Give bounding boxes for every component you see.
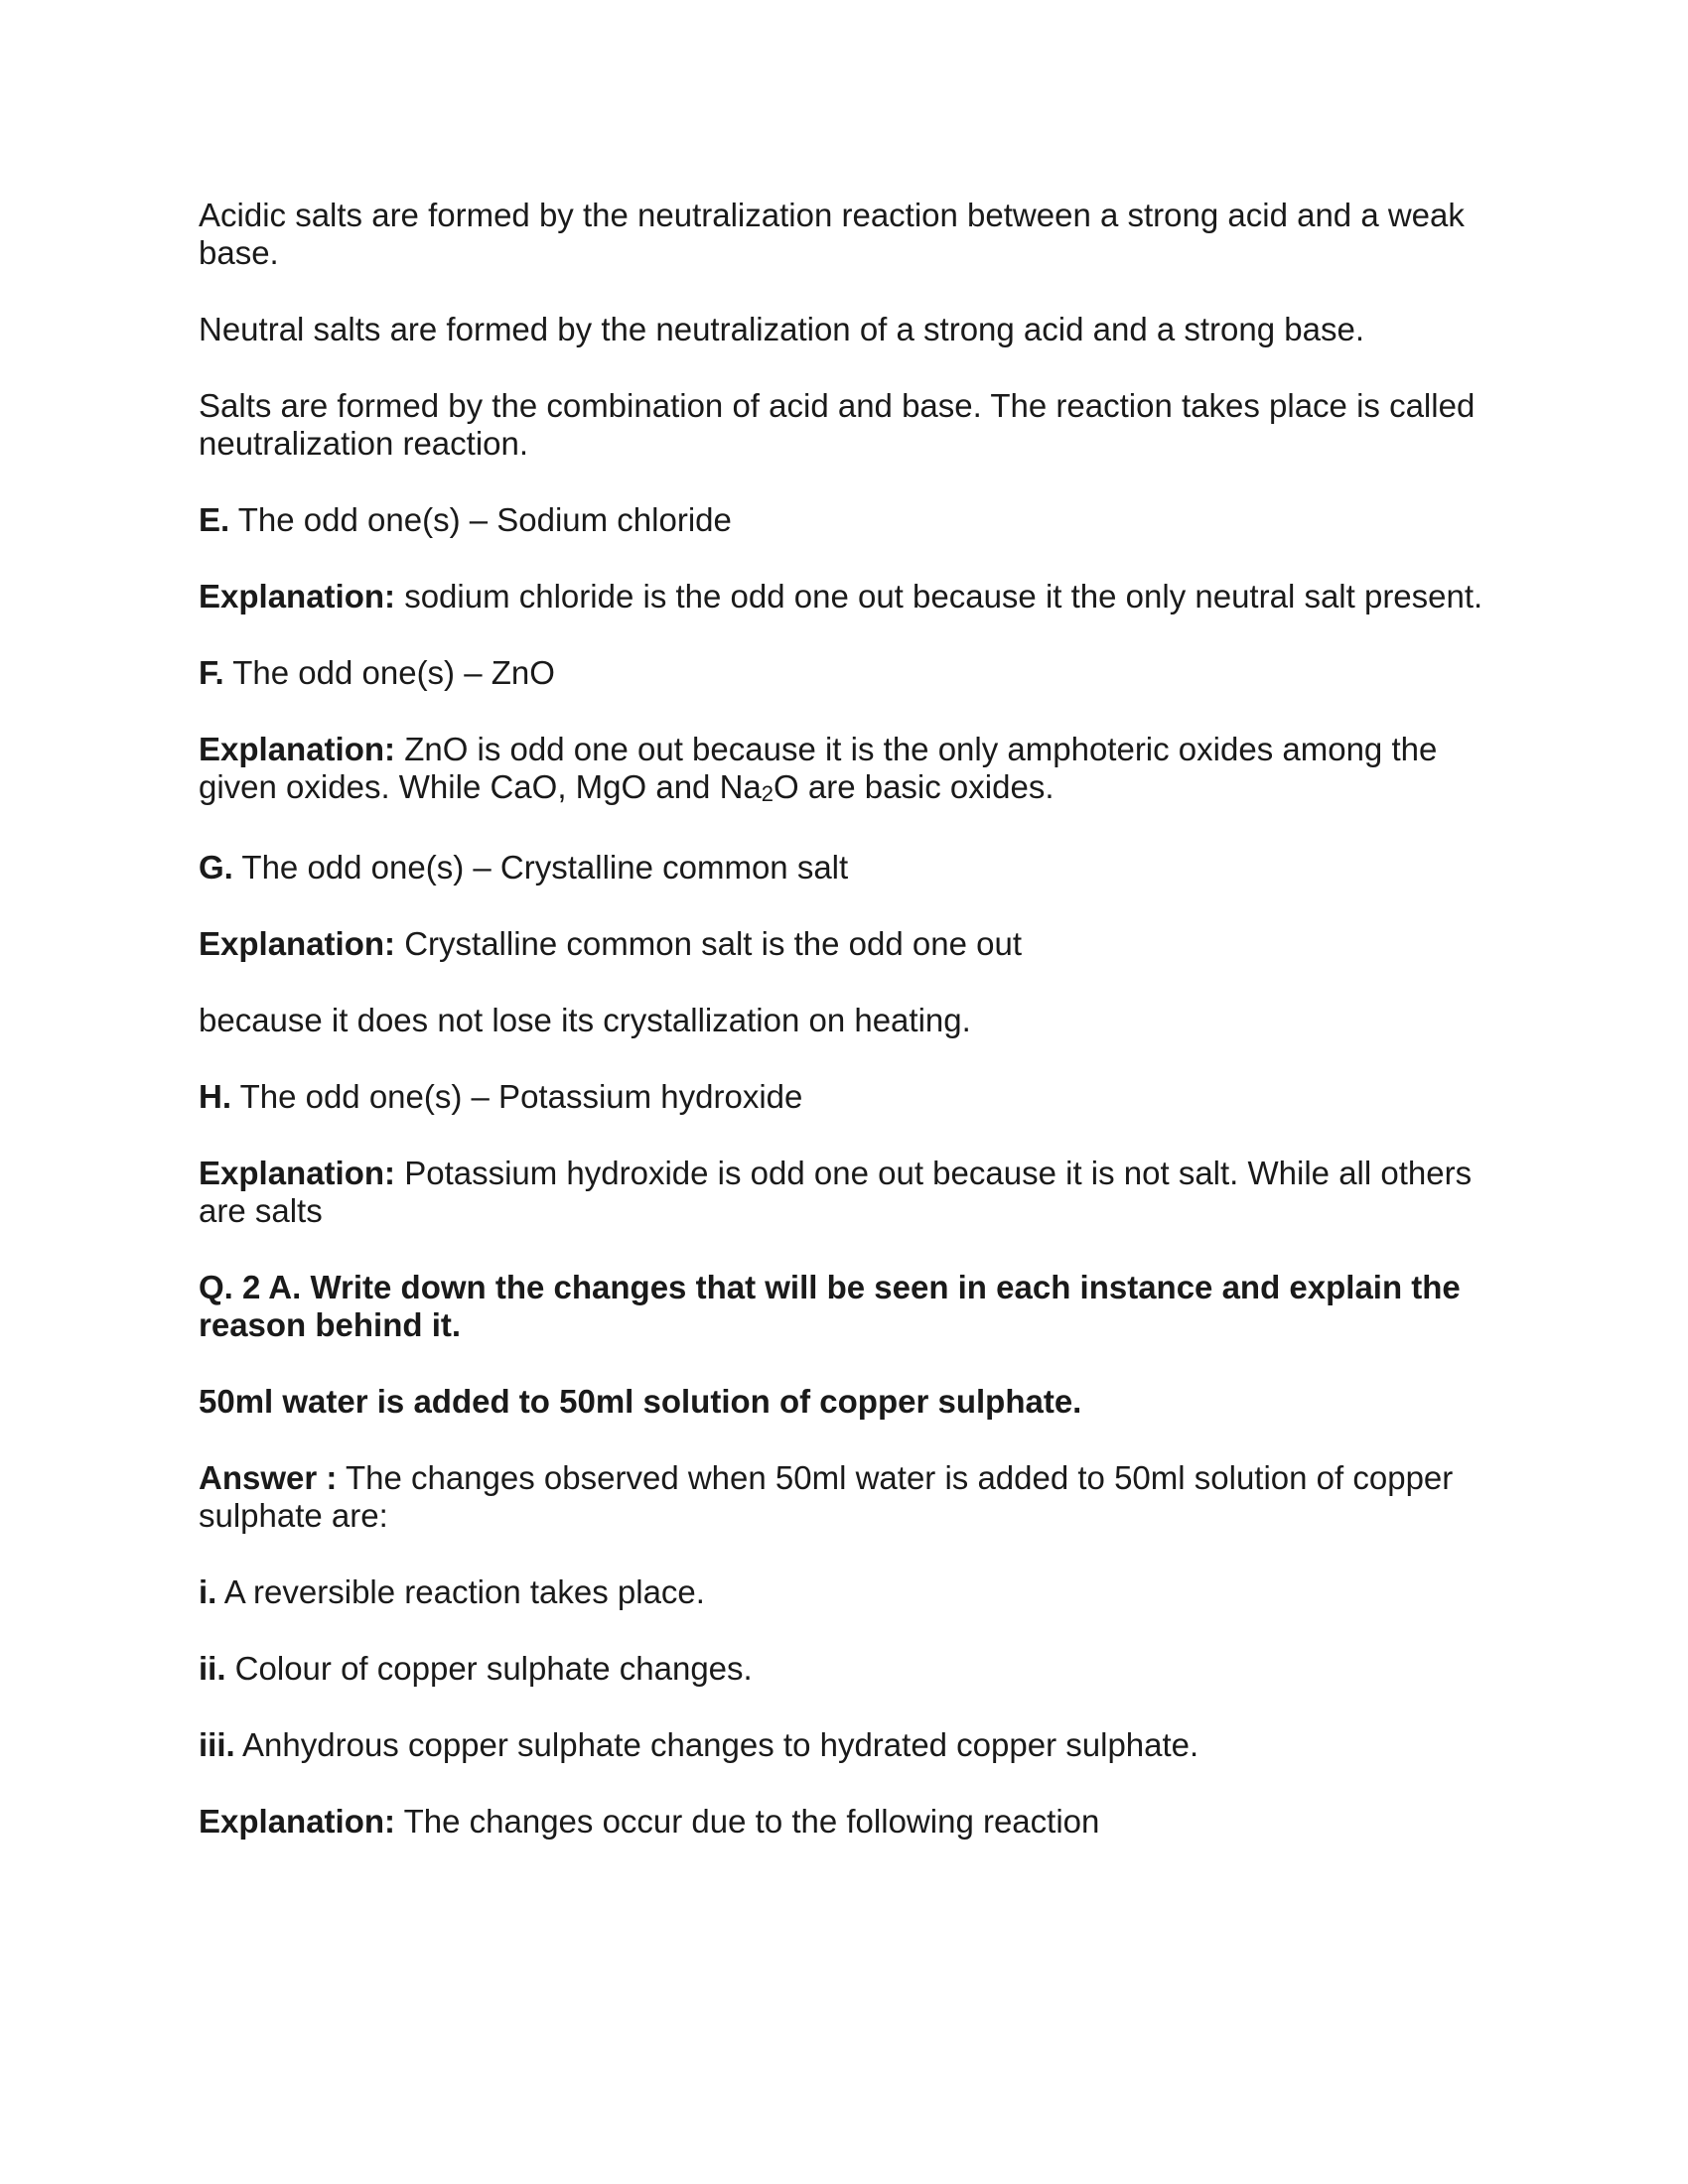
item-e-explanation-text: sodium chloride is the odd one out because it the only neutral salt present.: [395, 578, 1483, 614]
item-h-label: H.: [199, 1078, 231, 1115]
paragraph-salts-formation: Salts are formed by the combination of acid and base. The reaction takes place is called neutralization reaction.: [199, 387, 1476, 462]
explanation-label: Explanation:: [199, 1803, 396, 1840]
item-f: [199, 654, 1499, 692]
item-g: [199, 849, 1499, 887]
answer-explanation-text: The changes occur due to the following reaction: [395, 1803, 1100, 1840]
item-h-text: The odd one(s) – Potassium hydroxide: [231, 1078, 803, 1115]
question-2a: [199, 1269, 1499, 1344]
answer-label: Answer :: [199, 1459, 338, 1496]
item-g-text: The odd one(s) – Crystalline common salt: [232, 849, 849, 886]
item-g-label: G.: [199, 849, 233, 886]
answer-item-i: [199, 1573, 1499, 1611]
explanation-label: Explanation:: [199, 1155, 396, 1191]
document-page: [199, 197, 1499, 1879]
subquestion-text: 50ml water is added to 50ml solution of copper sulphate.: [199, 1383, 1082, 1420]
answer-item-text: A reversible reaction takes place.: [216, 1573, 705, 1610]
question-2a-text: Q. 2 A. Write down the changes that will be seen in each instance and explain the reason behind it.: [199, 1269, 1461, 1343]
explanation-label: Explanation:: [199, 578, 396, 614]
item-f-label: F.: [199, 654, 224, 691]
answer-item-text: Anhydrous copper sulphate changes to hydrated copper sulphate.: [234, 1726, 1199, 1763]
item-f-text: The odd one(s) – ZnO: [223, 654, 555, 691]
paragraph-neutral-salts: Neutral salts are formed by the neutralization of a strong acid and a strong base.: [199, 311, 1364, 347]
answer-item-label: iii.: [199, 1726, 235, 1763]
item-g-explanation-continued: because it does not lose its crystallization on heating.: [199, 1002, 971, 1038]
question-2a-subquestion: [199, 1383, 1499, 1421]
paragraph-acidic-salts: Acidic salts are formed by the neutralization reaction between a strong acid and a weak base.: [199, 197, 1465, 271]
item-f-explanation: [199, 731, 1499, 810]
item-g-explanation-text: Crystalline common salt is the odd one out: [395, 925, 1023, 962]
item-e-text: The odd one(s) – Sodium chloride: [229, 501, 732, 538]
explanation-label: Explanation:: [199, 925, 396, 962]
subscript-2: 2: [761, 781, 774, 806]
item-e-explanation: [199, 578, 1499, 615]
item-e: [199, 501, 1499, 539]
item-g-explanation: [199, 925, 1499, 963]
item-f-explanation-text-end: O are basic oxides.: [774, 768, 1055, 805]
answer-explanation: [199, 1803, 1499, 1841]
item-h-explanation: [199, 1155, 1499, 1230]
answer-item-text: Colour of copper sulphate changes.: [225, 1650, 753, 1687]
answer-item-ii: [199, 1650, 1499, 1688]
item-e-label: E.: [199, 501, 230, 538]
explanation-label: Explanation:: [199, 731, 396, 767]
answer: [199, 1459, 1499, 1535]
item-f-explanation-text: ZnO is odd one out because it is the only amphoteric oxides among the given oxides. While CaO, MgO and Na: [199, 731, 1438, 805]
answer-item-iii: [199, 1726, 1499, 1764]
item-h: [199, 1078, 1499, 1116]
answer-text: The changes observed when 50ml water is added to 50ml solution of copper sulphate are:: [199, 1459, 1454, 1534]
item-h-explanation-text: Potassium hydroxide is odd one out because it is not salt. While all others are salts: [199, 1155, 1473, 1229]
answer-item-label: ii.: [199, 1650, 226, 1687]
answer-item-label: i.: [199, 1573, 217, 1610]
